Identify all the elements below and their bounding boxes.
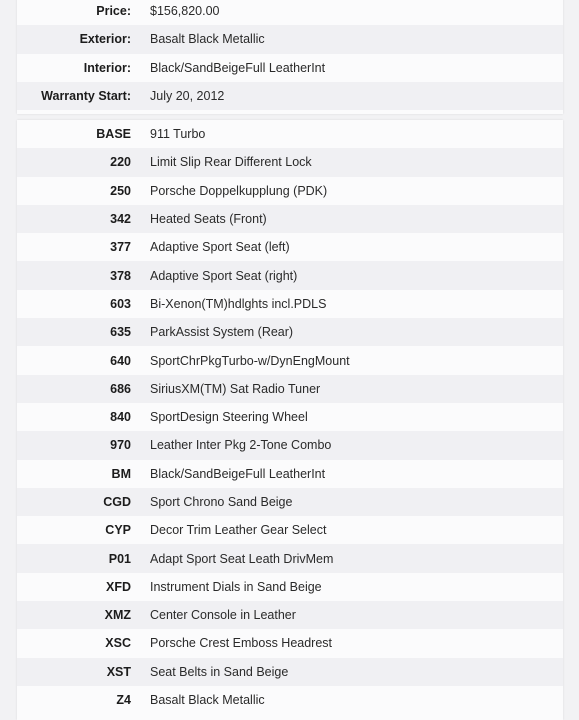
- table-row: [17, 431, 563, 459]
- table-row: [17, 261, 563, 289]
- table-row: [17, 148, 563, 176]
- option-description: 911 Turbo: [150, 127, 206, 142]
- exterior-label: Exterior:: [79, 32, 131, 47]
- option-code: Z4: [116, 693, 131, 708]
- option-description: Bi-Xenon(TM)hdlghts incl.PDLS: [150, 296, 327, 311]
- warranty-start-label: Warranty Start:: [41, 89, 131, 104]
- summary-row-interior: [17, 54, 563, 82]
- price-label: Price:: [96, 4, 131, 19]
- option-code: BASE: [96, 127, 131, 142]
- option-description: Limit Slip Rear Different Lock: [150, 155, 312, 170]
- option-description: SportDesign Steering Wheel: [150, 410, 308, 425]
- option-code: XST: [106, 664, 131, 679]
- table-row: [17, 488, 563, 516]
- option-code: 970: [110, 438, 131, 453]
- table-row: [17, 205, 563, 233]
- option-code: 250: [110, 183, 131, 198]
- summary-row-exterior: [17, 25, 563, 53]
- option-code: CGD: [103, 495, 131, 509]
- table-row: [17, 629, 563, 657]
- price-value: $156,820.00: [150, 4, 220, 19]
- option-code: 635: [110, 325, 131, 340]
- interior-value: Black/SandBeigeFull LeatherInt: [150, 60, 326, 75]
- option-description: Seat Belts in Sand Beige: [150, 664, 289, 679]
- option-description: ParkAssist System (Rear): [150, 325, 294, 340]
- table-row: [17, 460, 563, 488]
- table-row: [17, 686, 563, 714]
- table-row: [17, 120, 563, 148]
- summary-row-price: [17, 0, 563, 25]
- table-row: [17, 658, 563, 686]
- option-description: Porsche Doppelkupplung (PDK): [150, 183, 328, 198]
- option-description: Instrument Dials in Sand Beige: [150, 579, 322, 594]
- option-code: 378: [110, 268, 131, 283]
- table-row: [17, 516, 563, 544]
- option-description: Black/SandBeigeFull LeatherInt: [150, 466, 326, 481]
- vehicle-summary-card: [17, 0, 563, 114]
- table-row: [17, 375, 563, 403]
- option-description: Center Console in Leather: [150, 608, 296, 623]
- table-row: [17, 233, 563, 261]
- option-code: BM: [111, 466, 131, 481]
- warranty-start-value: July 20, 2012: [150, 89, 225, 104]
- option-code: XFD: [106, 579, 131, 594]
- table-row: [17, 544, 563, 572]
- option-description: Basalt Black Metallic: [150, 693, 265, 708]
- table-row: [17, 177, 563, 205]
- option-code: 377: [110, 240, 131, 255]
- summary-row-warranty: [17, 82, 563, 110]
- table-row: [17, 601, 563, 629]
- option-code: XMZ: [104, 608, 131, 623]
- table-row: [17, 318, 563, 346]
- option-description: SiriusXM(TM) Sat Radio Tuner: [150, 381, 321, 396]
- option-description: Heated Seats (Front): [150, 212, 267, 227]
- option-description: SportChrPkgTurbo-w/DynEngMount: [150, 353, 350, 368]
- option-description: Sport Chrono Sand Beige: [150, 495, 293, 509]
- exterior-value: Basalt Black Metallic: [150, 32, 265, 47]
- option-code: P01: [108, 551, 131, 566]
- option-description: Adaptive Sport Seat (right): [150, 268, 298, 283]
- table-row: [17, 573, 563, 601]
- table-row: [17, 403, 563, 431]
- option-code: 603: [110, 296, 131, 311]
- option-code: 686: [110, 381, 131, 396]
- option-codes-card: [17, 120, 563, 720]
- table-row: [17, 290, 563, 318]
- option-code: 640: [110, 353, 131, 368]
- option-description: Adaptive Sport Seat (left): [150, 240, 290, 255]
- option-code: 840: [110, 410, 131, 425]
- option-code: 342: [110, 212, 131, 227]
- option-code: 220: [110, 155, 131, 170]
- table-row: [17, 346, 563, 374]
- option-description: Decor Trim Leather Gear Select: [150, 523, 327, 538]
- option-description: Leather Inter Pkg 2-Tone Combo: [150, 438, 332, 453]
- option-description: Adapt Sport Seat Leath DrivMem: [150, 551, 334, 566]
- option-description: Porsche Crest Emboss Headrest: [150, 636, 333, 651]
- option-code: CYP: [105, 523, 131, 538]
- interior-label: Interior:: [83, 60, 131, 75]
- option-code: XSC: [105, 636, 131, 651]
